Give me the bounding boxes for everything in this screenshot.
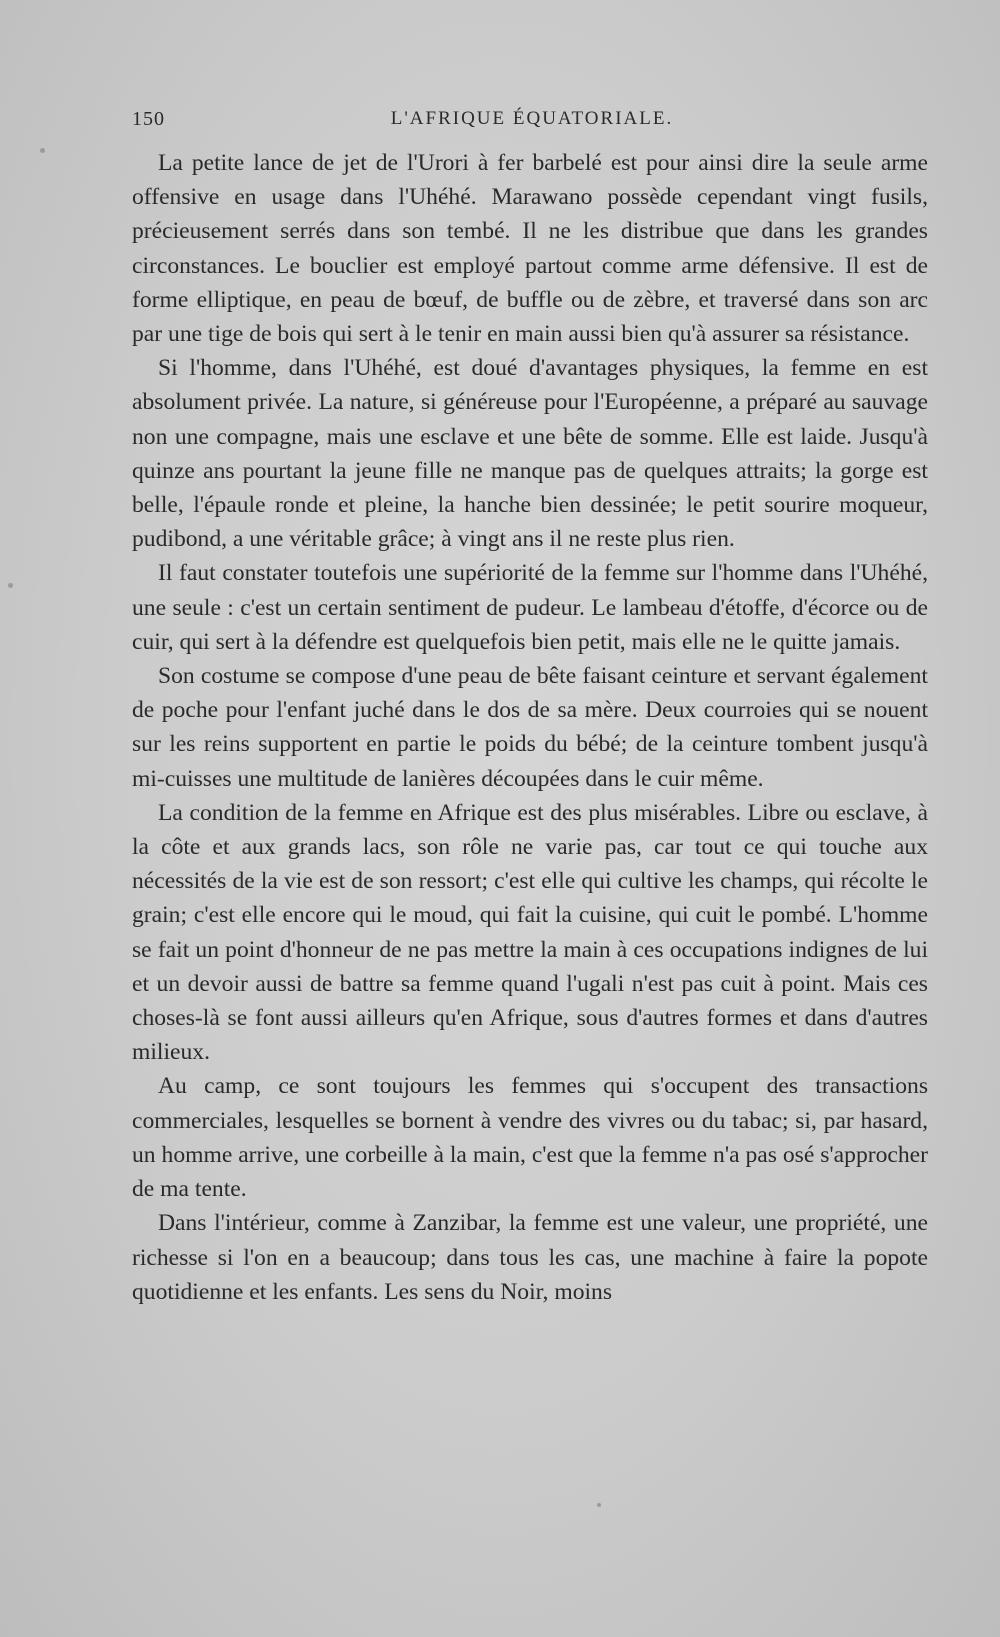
paper-speck <box>40 148 45 153</box>
page-number: 150 <box>132 108 165 130</box>
paper-speck <box>8 583 13 588</box>
paper-speck <box>597 1503 601 1507</box>
paragraph: Si l'homme, dans l'Uhéhé, est doué d'avantages physiques, la femme en est absolument privée. La nature, si généreuse pour l'Européenne, a préparé au sauvage non une compagne, mais une esclave et une bête de somme. Elle est laide. Jusqu'à quinze ans pourtant la jeune fille ne manque pas de quelques attraits; la gorge est belle, l'épaule ronde et pleine, la hanche bien dessinée; le petit sourire moqueur, pudibond, a une véritable grâce; à vingt ans il ne reste plus rien. <box>132 355 928 553</box>
paragraph: Son costume se compose d'une peau de bête faisant ceinture et servant également de poche pour l'enfant juché dans le dos de sa mère. Deux courroies qui se nouent sur les reins supportent en partie le poids du bébé; de la ceinture tombent jusqu'à mi-cuisses une multitude de lanières découpées dans le cuir même. <box>132 663 928 792</box>
page-header <box>132 108 932 138</box>
paragraph: La petite lance de jet de l'Urori à fer barbelé est pour ainsi dire la seule arme offensive en usage dans l'Uhéhé. Marawano possède cependant vingt fusils, précieusement serrés dans son tembé. Il ne les distribue que dans les grandes circonstances. Le bouclier est employé partout comme arme défensive. Il est de forme elliptique, en peau de bœuf, de buffle ou de zèbre, et traversé dans son arc par une tige de bois qui sert à le tenir en main aussi bien qu'à assurer sa résistance. <box>132 150 928 348</box>
body-text <box>132 146 928 1309</box>
paragraph: Dans l'intérieur, comme à Zanzibar, la femme est une valeur, une propriété, une richesse si l'on en a beaucoup; dans tous les cas, une machine à faire la popote quotidienne et les enfants. Les sens du Noir, moins <box>132 1210 928 1305</box>
paragraph: Au camp, ce sont toujours les femmes qui s'occupent des transactions commerciales, lesquelles se bornent à vendre des vivres ou du tabac; si, par hasard, un homme arrive, une corbeille à la main, c'est que la femme n'a pas osé s'approcher de ma tente. <box>132 1073 928 1203</box>
running-title: L'AFRIQUE ÉQUATORIALE. <box>390 108 674 129</box>
paragraph: Il faut constater toutefois une supériorité de la femme sur l'homme dans l'Uhéhé, une seule : c'est un certain sentiment de pudeur. Le lambeau d'étoffe, d'écorce ou de cuir, qui sert à la défendre est quelquefois bien petit, mais elle ne le quitte jamais. <box>132 560 928 655</box>
paragraph: La condition de la femme en Afrique est des plus misérables. Libre ou esclave, à la côte et aux grands lacs, son rôle ne varie pas, car tout ce qui touche aux nécessités de la vie est de son ressort; c'est elle qui cultive les champs, qui récolte le grain; c'est elle encore qui le moud, qui fait la cuisine, qui cuit le pombé. L'homme se fait un point d'honneur de ne pas mettre la main à ces occupations indignes de lui et un devoir aussi de battre sa femme quand l'ugali n'est pas cuit à point. Mais ces choses-là se font aussi ailleurs qu'en Afrique, sous d'autres formes et dans d'autres milieux. <box>132 799 928 1066</box>
